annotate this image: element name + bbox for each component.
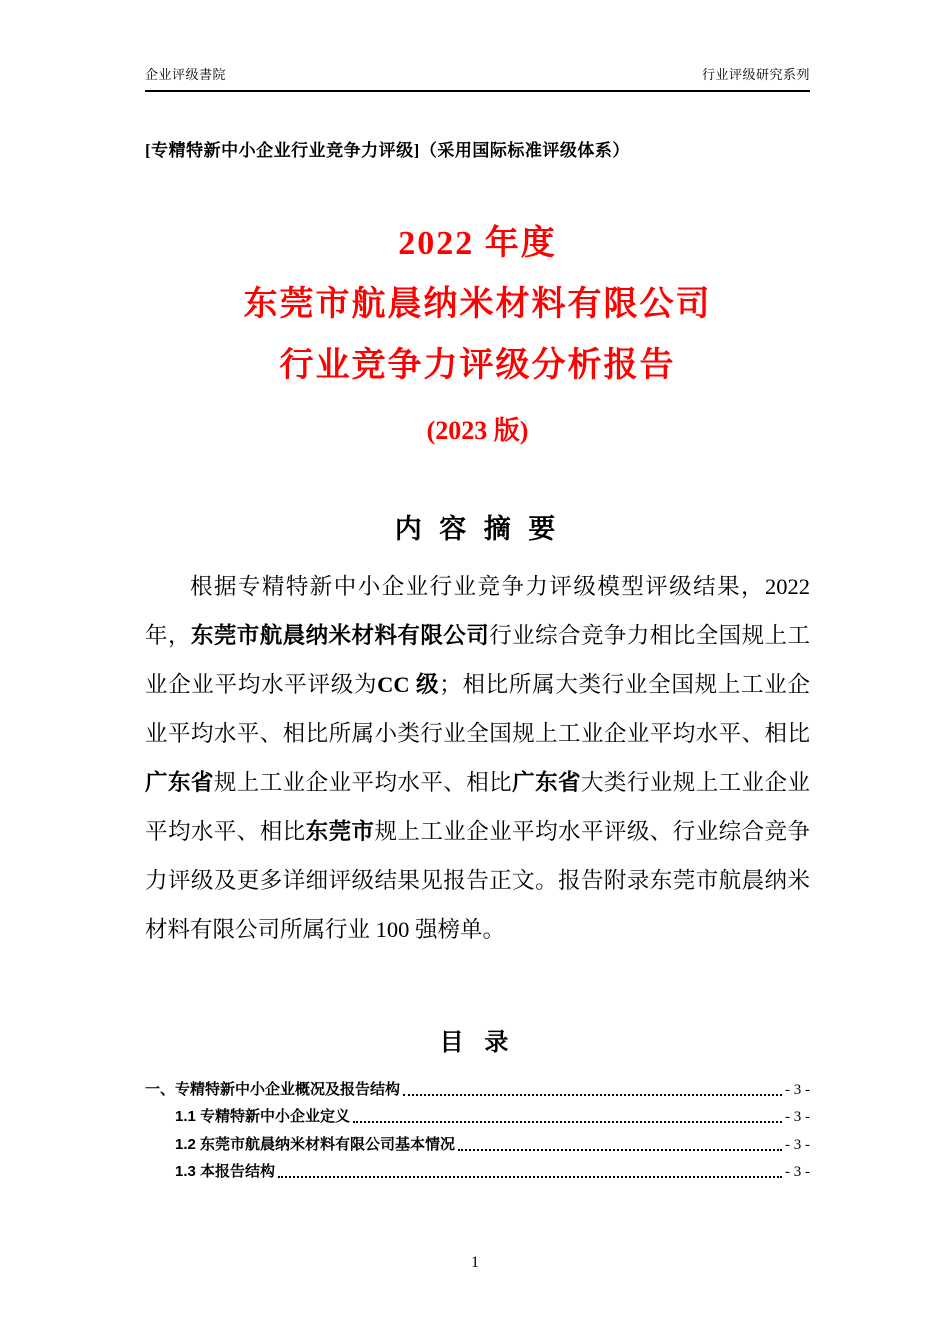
title-year-line: 2022 年度 (398, 225, 557, 262)
summary-segment: 大类行业规上工业企业平均水平、相比 (145, 770, 810, 844)
toc-leader-dots (403, 1094, 782, 1096)
toc-leader-dots (458, 1149, 782, 1151)
summary-segment: 东莞市航晨纳米材料有限公司 (190, 623, 490, 648)
summary-segment: ；相比所属大类行业全国规上工业企业平均水平、相比所属小类行业全国规上工业企业平均水平、相比 (145, 672, 810, 746)
toc-entry-page: - 3 - (785, 1081, 810, 1098)
report-title (145, 213, 810, 396)
toc-heading: 目 录 (439, 1029, 516, 1056)
title-version: (2023 版) (426, 416, 529, 445)
toc-entry-page: - 3 - (785, 1109, 810, 1125)
header-right-text: 行业评级研究系列 (701, 67, 810, 82)
toc-entry-label: 1.2 东莞市航晨纳米材料有限公司基本情况 (175, 1135, 456, 1153)
title-company-line: 东莞市航晨纳米材料有限公司 (243, 286, 712, 323)
toc-entry[interactable] (145, 1156, 810, 1184)
summary-segment: 广东省 (512, 770, 581, 795)
toc-entry-page: - 3 - (785, 1136, 810, 1153)
toc-entry-label: 一、专精特新中小企业概况及报告结构 (145, 1080, 401, 1098)
rating-system-note: [专精特新中小企业行业竞争力评级]（采用国际标准评级体系） (145, 141, 630, 160)
header-left-text: 企业评级書院 (145, 67, 227, 82)
toc-entry[interactable] (145, 1073, 810, 1101)
toc-entry[interactable] (145, 1128, 810, 1156)
document-header (145, 64, 810, 90)
toc-list (145, 1073, 810, 1183)
summary-segment: 广东省 (145, 770, 214, 795)
summary-segment: 行业综合竞争力相比全国规上工业企业平均水平评级为 (145, 623, 810, 697)
summary-paragraph (145, 562, 810, 954)
summary-segment: CC 级 (377, 672, 440, 697)
toc-entry-page: - 3 - (785, 1164, 810, 1180)
toc-leader-dots (353, 1121, 782, 1123)
summary-heading: 内 容 摘 要 (394, 514, 561, 544)
page-number: 1 (471, 1254, 479, 1271)
title-report-line: 行业竞争力评级分析报告 (279, 347, 676, 384)
header-divider (145, 90, 810, 92)
summary-segment: 规上工业企业平均水平、相比 (213, 770, 513, 795)
summary-segment: 根据专精特新中小企业行业竞争力评级模型评级结果，2022 年， (145, 574, 810, 648)
toc-entry-label: 1.3 本报告结构 (175, 1163, 276, 1180)
summary-segment: 东莞市 (305, 819, 375, 844)
toc-entry[interactable] (145, 1101, 810, 1129)
toc-leader-dots (278, 1176, 782, 1178)
toc-entry-label: 1.1 专精特新中小企业定义 (175, 1108, 351, 1125)
summary-segment: 规上工业企业平均水平评级、行业综合竞争力评级及更多详细评级结果见报告正文。报告附录东莞市航晨纳米材料有限公司所属行业 100 强榜单。 (145, 819, 810, 942)
